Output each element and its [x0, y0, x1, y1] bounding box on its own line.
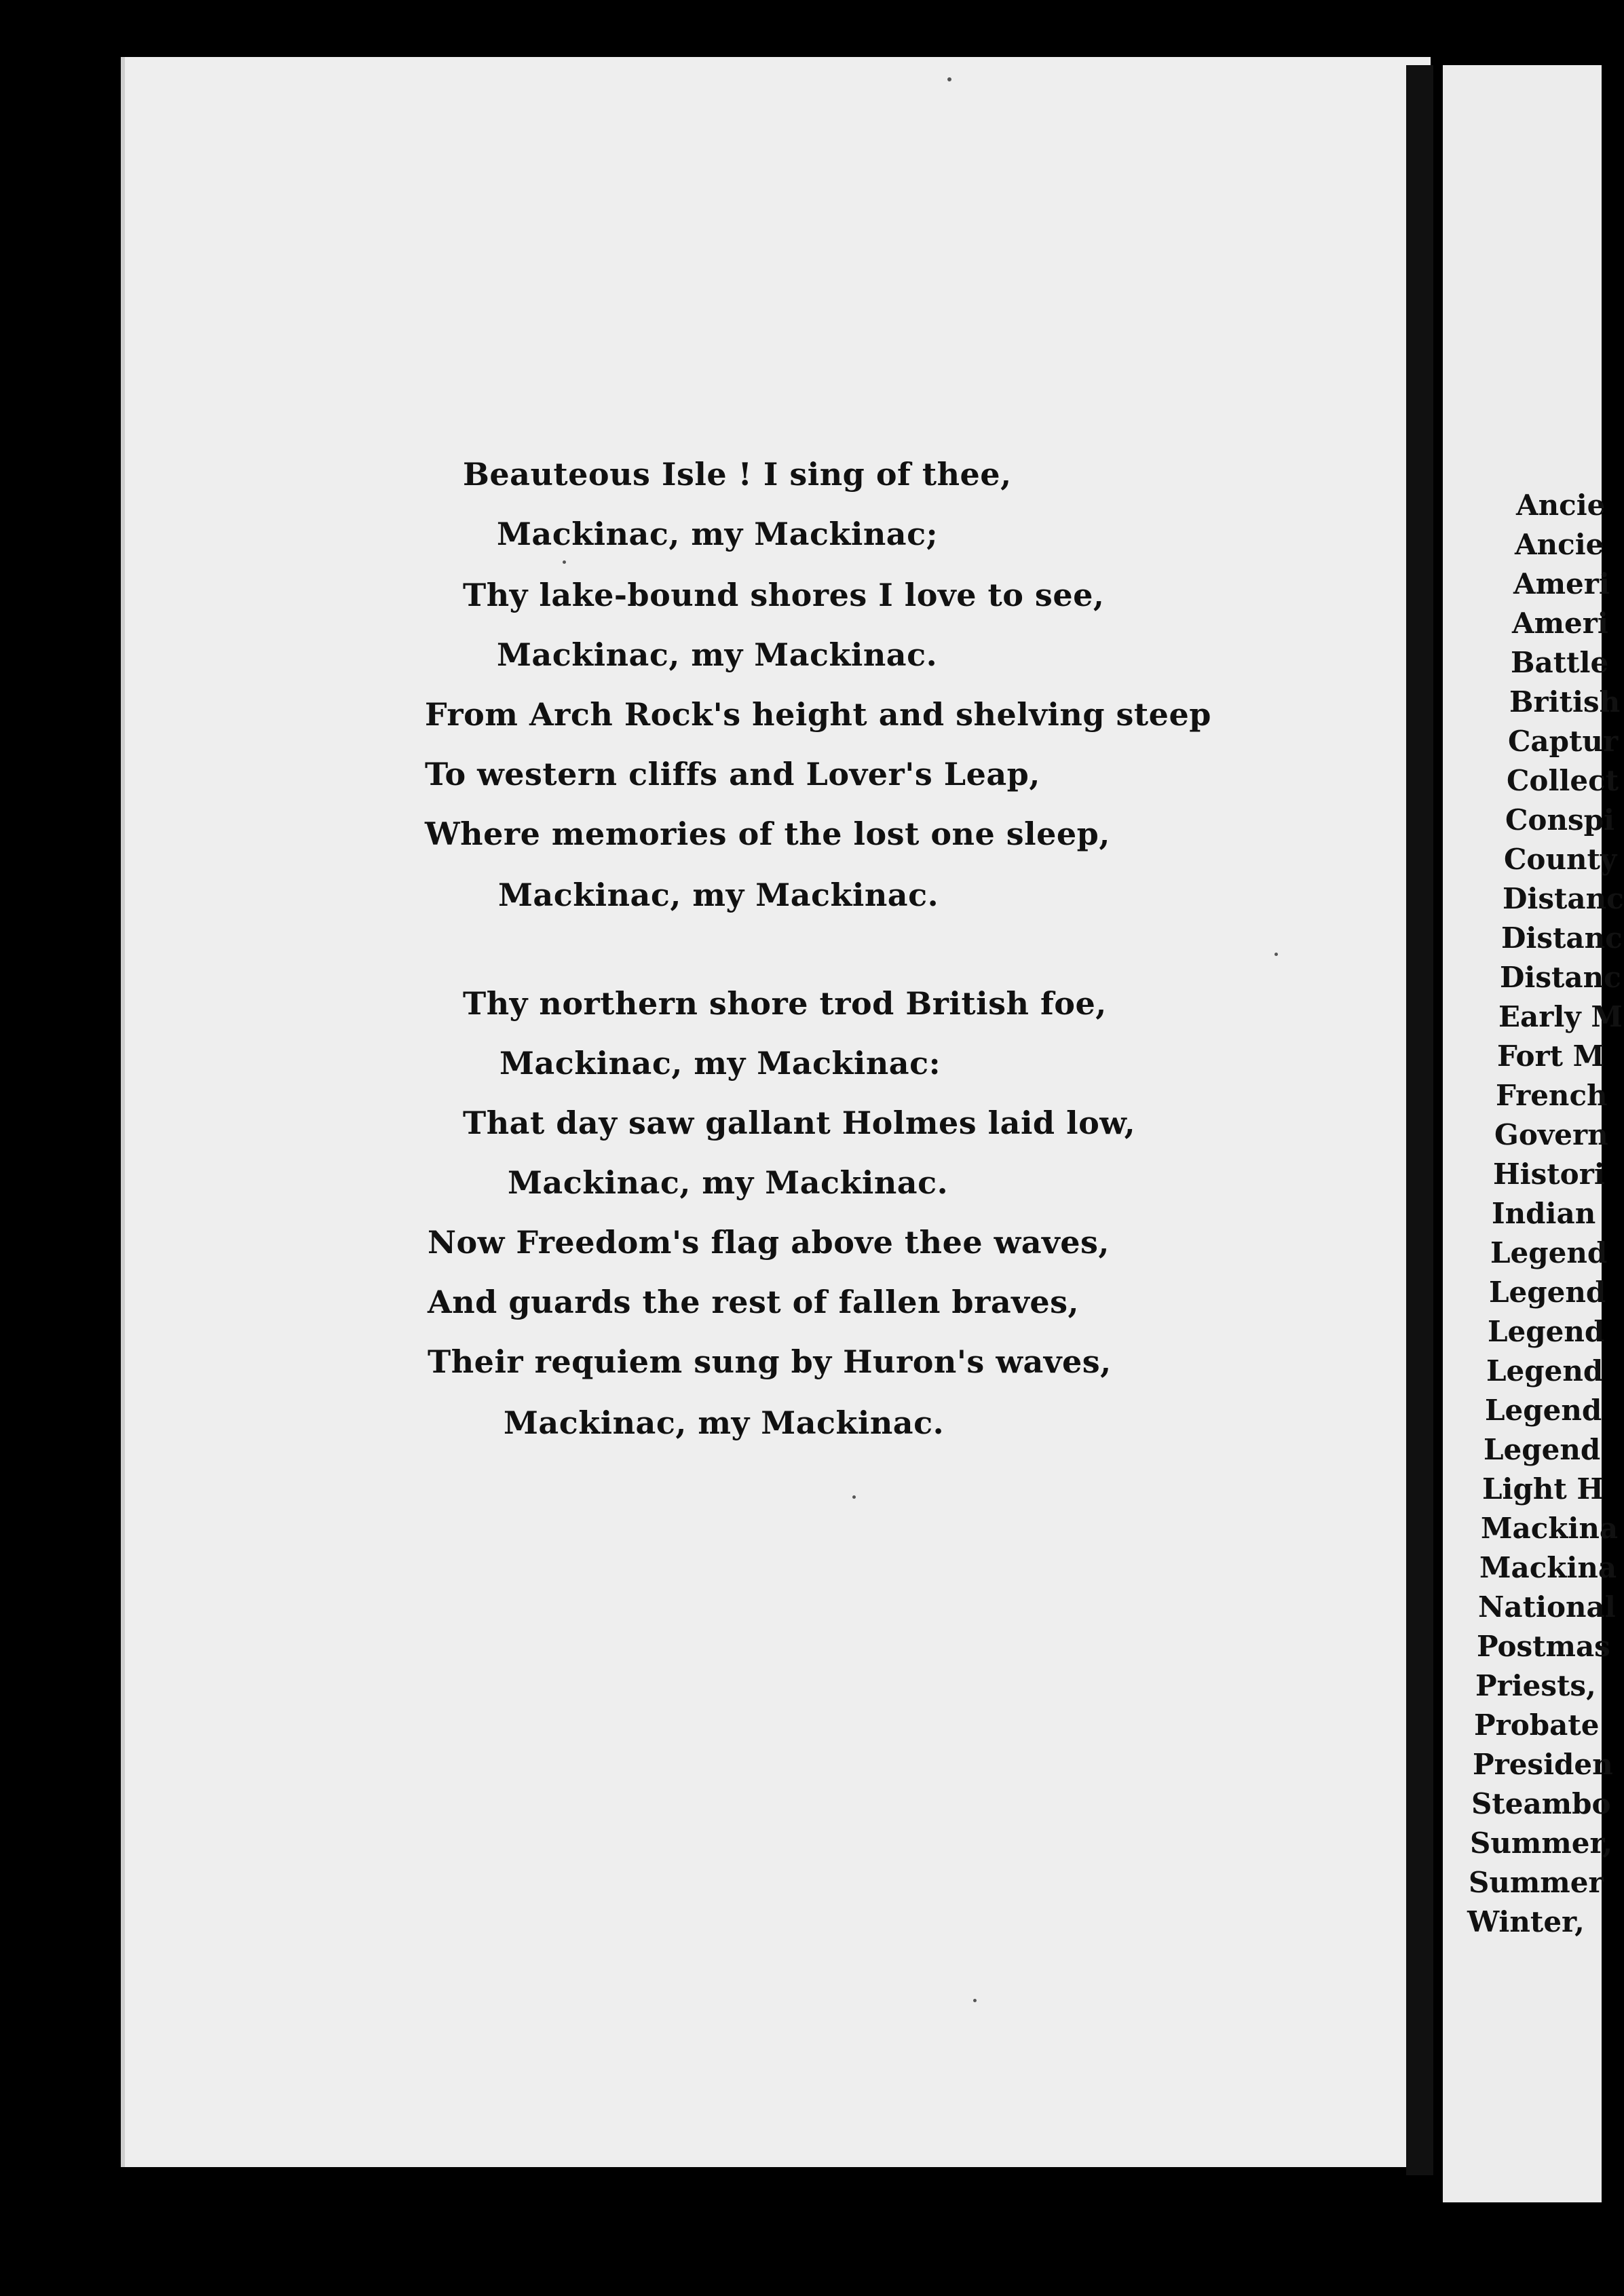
index-entry: Conspi [1505, 803, 1614, 837]
index-entry: Early M [1498, 1000, 1623, 1033]
poem-line: Mackinac, my Mackinac. [504, 1404, 945, 1441]
poem-line: Beauteous Isle ! I sing of thee, [463, 456, 1012, 493]
index-entry: Legend [1488, 1315, 1605, 1348]
poem-line: Mackinac, my Mackinac. [508, 1164, 949, 1201]
index-entry: Distanc [1503, 882, 1624, 915]
index-entry: Battle [1511, 646, 1609, 679]
index-entry: Captur [1508, 725, 1619, 758]
poem-line: Thy lake-bound shores I love to see, [463, 577, 1105, 613]
index-entry: Legend [1489, 1276, 1606, 1309]
left-page [121, 57, 1431, 2167]
index-entry: Presiden [1473, 1748, 1613, 1781]
index-entry: Ameri [1512, 607, 1608, 640]
index-entry: Distanc [1501, 921, 1623, 955]
index-entry: Govern [1494, 1118, 1608, 1151]
poem-line: Where memories of the lost one sleep, [425, 816, 1110, 852]
index-entry: Legend [1486, 1354, 1604, 1388]
poem-line: Mackinac, my Mackinac: [499, 1045, 941, 1082]
poem-line: And guards the rest of fallen braves, [428, 1284, 1080, 1320]
index-entry: Histori [1493, 1157, 1605, 1191]
index-entry: Ameri [1513, 567, 1610, 600]
index-entry: Mackina [1479, 1551, 1617, 1584]
index-entry: Collect [1507, 764, 1619, 797]
index-entry: County [1504, 843, 1617, 876]
page-gutter [1406, 65, 1433, 2175]
scan-speck [973, 1999, 977, 2002]
poem-line: From Arch Rock's height and shelving steep [425, 696, 1211, 733]
index-entry: Legend [1485, 1394, 1602, 1427]
poem-line: That day saw gallant Holmes laid low, [463, 1105, 1136, 1141]
index-entry: Indian [1492, 1197, 1596, 1230]
poem-line: To western cliffs and Lover's Leap, [425, 756, 1040, 792]
index-entry: Ancie [1515, 528, 1604, 561]
index-entry: French [1496, 1079, 1608, 1112]
index-entry: Steambo [1471, 1787, 1611, 1820]
scan-speck [852, 1495, 856, 1499]
scan-speck [563, 560, 566, 564]
poem-line: Now Freedom's flag above thee waves, [428, 1224, 1110, 1261]
scan-speck [1274, 953, 1278, 956]
index-entry: Legend [1490, 1236, 1608, 1269]
index-entry: National [1478, 1590, 1616, 1624]
index-entry: Light H [1482, 1472, 1604, 1506]
poem-line: Mackinac, my Mackinac. [497, 636, 938, 673]
poem-line: Thy northern shore trod British foe, [463, 985, 1107, 1022]
index-entry: Distanc [1500, 961, 1621, 994]
index-entry: Postmas [1477, 1630, 1610, 1663]
index-entry: Probate [1474, 1708, 1600, 1742]
index-entry: Ancie [1516, 489, 1606, 522]
index-entry: Legend [1484, 1433, 1601, 1466]
index-entry: Summer, [1470, 1826, 1613, 1860]
poem-line: Mackinac, my Mackinac. [498, 877, 939, 913]
facing-page [1443, 65, 1624, 2202]
index-entry: British [1509, 685, 1621, 719]
scan-speck [947, 77, 951, 81]
index-entry: Summer [1469, 1866, 1604, 1899]
index-entry: Mackina [1481, 1512, 1619, 1545]
index-entry: Winter, [1467, 1905, 1585, 1938]
poem-line: Their requiem sung by Huron's waves, [428, 1343, 1112, 1380]
index-entry: Priests, [1475, 1669, 1596, 1702]
poem-line: Mackinac, my Mackinac; [497, 516, 939, 552]
index-entry: Fort M [1497, 1039, 1605, 1073]
